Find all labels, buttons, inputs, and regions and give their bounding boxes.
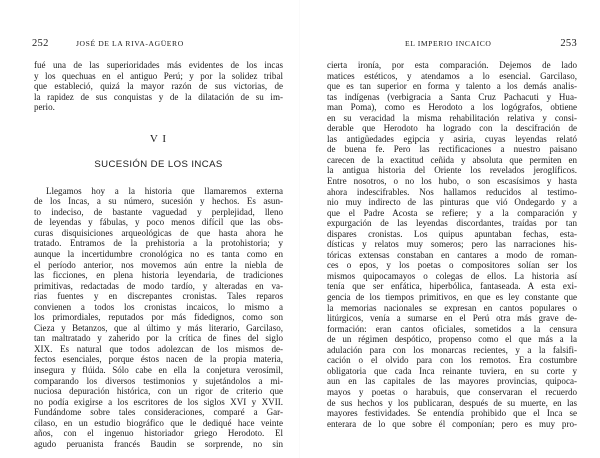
right-page-header [309, 38, 589, 60]
text-line: convienen a todos los cronistas incaicos, lo mismo a [34, 301, 283, 312]
text-line: las ficciones, en plena historia leyendaria, de tradiciones [34, 270, 283, 281]
text-line: derable que Herodoto ha logrado con la descifración de [327, 123, 577, 134]
text-line: enterara de lo que sobre él componían; pero es muy pro- [327, 418, 577, 429]
text-line: gencia de los tiempos primitivos, en que es ley constante que [327, 292, 577, 303]
text-line: los primordiales, reputados por más fidedignos, como son [34, 312, 283, 323]
text-line: matices estéticos, y atendamos a lo esencial. Garcilaso, [327, 70, 577, 81]
text-line: la rapidez de sus conquistas y de la dilatación de su im- [34, 91, 283, 102]
text-line: de un régimen despótico, propenso como el que más a la [327, 334, 577, 345]
text-line: to indeciso, de bastante vaguedad y perplejidad, lleno [34, 206, 283, 217]
text-line: cilaso, en un estudio biográfico que le dediqué hace veinte [34, 417, 283, 428]
text-line: aunque la incertidumbre cronológica no es tanta como en [34, 249, 283, 260]
text-line: rias fuentes y en discrepantes cronistas. Tales reparos [34, 291, 283, 302]
text-line: el período anterior, nos movemos aún entre la niebla de [34, 259, 283, 270]
text-line: años, con el ingenuo historiador griego Herodoto. El [34, 428, 283, 439]
text-line: la antigua historia del Oriente los revelados jeroglíficos. [327, 165, 577, 176]
text-line: expurgación de las leyendas discordantes, traídas por tan [327, 218, 577, 229]
text-line: ces o epos, y los poetas o compositores solían ser los [327, 260, 577, 271]
left-page [14, 0, 297, 458]
text-line: insegura y flúida. Sólo cabe en ella la conjetura verosímil, [34, 365, 283, 376]
text-line: Cieza y Betanzos, que al último y más literario, Garcilaso, [34, 322, 283, 333]
text-line: nio muy indirecto de las pinturas que vió Ondegardo y a [327, 197, 577, 208]
chapter-title: SUCESIÓN DE LOS INCAS [94, 158, 223, 170]
text-line: formación: eran cantos oficiales, sometidos a la censura [327, 323, 577, 334]
text-line: Fundándome sobre tales consideraciones, comparé a Gar- [34, 407, 283, 418]
text-line: tóricas extensas constaban en cantares a modo de roman- [327, 249, 577, 260]
text-line: comparando los diversos testimonios y sujetándolos a mi- [34, 375, 283, 386]
left-intro-paragraph [34, 60, 283, 113]
text-line: de los Incas, a su número, sucesión y hechos. Es asun- [34, 196, 283, 207]
left-body-paragraph [34, 186, 283, 450]
text-line: Llegamos hoy a la historia que llamaremos externa [46, 185, 283, 196]
text-line: que es tan superior en forma y talento a los demás analis- [327, 81, 577, 92]
text-line: fué una de las superioridades más evidentes de los incas [34, 60, 283, 70]
left-page-header [14, 38, 297, 60]
text-line: perio. [34, 102, 55, 113]
text-line: y los quechuas en el antiguo Perú; y por la solidez tribal [34, 70, 283, 81]
text-line: que estableció, quizá la mayor razón de sus victorias, de [34, 81, 283, 92]
text-line: tas indígenas (verbigracia a Santa Cruz Pachacuti y Hua- [327, 91, 577, 102]
text-line: curas disquisiciones arqueológicas de que hasta ahora he [34, 227, 283, 238]
text-line: carecen de la exactitud ceñida y absoluta que permiten en [327, 154, 577, 165]
text-line: ahora indescifrables. Nos hallamos reducidos al testimo- [327, 186, 577, 197]
right-page-number: 253 [560, 38, 577, 49]
right-body-paragraph [327, 60, 577, 429]
text-line: obligatoria que cada Inca reinante tuviera, en su corte y [327, 365, 577, 376]
right-page [309, 0, 589, 458]
text-line: dispares cronistas. Los quipus apuntaban fechas, esta- [327, 228, 577, 239]
text-line: en su veracidad la misma rehabilitación relativa y consi- [327, 112, 577, 123]
text-line: agudo peruanista francés Baudin se sorprende, no sin [34, 438, 283, 449]
text-line: litúrgicos, venía a sumarse en el Perú otra más grave de- [327, 313, 577, 324]
left-page-number: 252 [32, 38, 49, 49]
text-line: primitivas, redactadas de modo tardío, y alteradas en va- [34, 280, 283, 291]
left-running-title: JOSÉ DE LA RIVA-AGÜERO [76, 39, 184, 48]
book-gutter [299, 0, 300, 458]
text-line: Entre nosotros, o no los hubo, o son escasísimos y hasta [327, 176, 577, 187]
text-line: la memorias nacionales se expresan en cantos populares o [327, 302, 577, 313]
text-line: de buena fe. Pero las rectificaciones a nuestro paisano [327, 144, 577, 155]
text-line: no podía exigirse a los escritores de los siglos XVI y XVII. [34, 396, 283, 407]
text-line: de leyendas y fábulas, y poco menos difícil que las obs- [34, 217, 283, 228]
text-line: que el Padre Acosta se refiere; y a la comparación y [327, 207, 577, 218]
text-line: de sus hechos y los publicaran, después de su muerte, en las [327, 397, 577, 408]
right-running-title: EL IMPERIO INCAICO [405, 39, 492, 48]
text-line: nuciosa depuración histórica, con un rigor de criterio que [34, 386, 283, 397]
text-line: aun en las capitales de las mayores provincias, quipoca- [327, 376, 577, 387]
text-line: tan maltratado y zaherido por la crítica de fines del siglo [34, 333, 283, 344]
text-line: mayores festividades. Se entendía prohibido que el Inca se [327, 408, 577, 419]
text-line: las antigüedades egipcia y asiria, cuyas leyendas relató [327, 133, 577, 144]
text-line: XIX. Es natural que todos adolezcan de los mismos de- [34, 343, 283, 354]
text-line: mayos y poetas o harabuis, que conservaran el recuerdo [327, 386, 577, 397]
chapter-number: V I [149, 132, 168, 145]
text-line: adulación para con los monarcas recientes, y a la falsifi- [327, 344, 577, 355]
text-line: dísticas y relatos muy someros; pero las narraciones his- [327, 239, 577, 250]
text-line: fectos esenciales, porque éstos nacen de la propia materia, [34, 354, 283, 365]
text-line: mismos quipocamayos o colegas de ellos. La historia así [327, 270, 577, 281]
text-line: cierta ironía, por esta comparación. Dejemos de lado [327, 60, 577, 70]
text-line: tenía que ser enfática, hiperbólica, fantaseada. A esta exi- [327, 281, 577, 292]
text-line: man Poma), como es Herodoto a los logógrafos, obtiene [327, 102, 577, 113]
text-line: tratado. Entramos de la prehistoria a la protohistoria; y [34, 238, 283, 249]
text-line: cación o el olvido para con los remotos. Era costumbre [327, 355, 577, 366]
